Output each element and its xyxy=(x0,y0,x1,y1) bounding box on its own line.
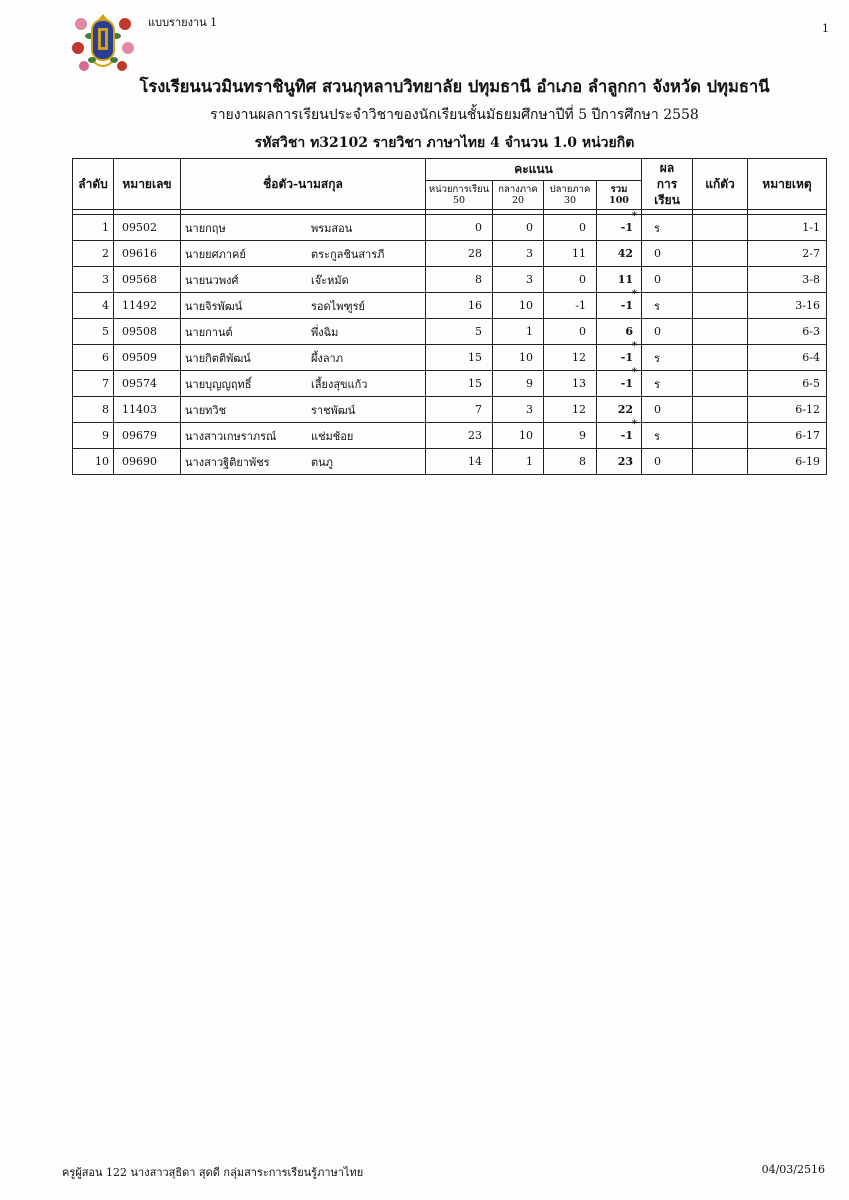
report-date: 04/03/2516 xyxy=(761,1163,825,1176)
cell-unit-score: 14 xyxy=(426,449,493,475)
table-row xyxy=(73,241,827,267)
col-score-header: คะแนน xyxy=(426,159,642,181)
result-header-bottom: การเรียน xyxy=(654,177,680,207)
cell-no: 1 xyxy=(73,215,114,241)
cell-student-id: 09568 xyxy=(114,267,181,293)
col-id-header: หมายเลข xyxy=(114,159,181,210)
cell-mid-score: 10 xyxy=(493,423,544,449)
cell-mid-score: 1 xyxy=(493,319,544,345)
cell-student-id: 09679 xyxy=(114,423,181,449)
cell-mid-score: 0 xyxy=(493,215,544,241)
cell-unit-score: 28 xyxy=(426,241,493,267)
col-name-header: ชื่อตัว-นามสกุล xyxy=(181,159,426,210)
cell-student-id: 09502 xyxy=(114,215,181,241)
cell-final-score: 0 xyxy=(544,267,597,293)
cell-student-id: 11492 xyxy=(114,293,181,319)
cell-unit-score: 7 xyxy=(426,397,493,423)
cell-name xyxy=(181,397,426,423)
first-name: นางสาวฐิติยาพัชร xyxy=(185,455,270,469)
cell-fix xyxy=(693,319,748,345)
final-header-label: ปลายภาค xyxy=(549,184,591,195)
cell-name xyxy=(181,293,426,319)
last-name: รอดไพฑูรย์ xyxy=(311,299,365,313)
cell-no: 3 xyxy=(73,267,114,293)
cell-no: 9 xyxy=(73,423,114,449)
cell-total-score xyxy=(597,241,642,267)
cell-name xyxy=(181,267,426,293)
cell-unit-score: 15 xyxy=(426,371,493,397)
cell-result: 0 xyxy=(642,397,693,423)
first-name: นายทวิช xyxy=(185,403,227,417)
last-name: พึ่งฉิม xyxy=(311,325,339,339)
total-header-label: รวม xyxy=(610,184,628,195)
grades-table xyxy=(72,158,827,475)
cell-student-id: 09574 xyxy=(114,371,181,397)
cell-mid-score: 3 xyxy=(493,241,544,267)
col-remark-header: หมายเหตุ xyxy=(748,159,827,210)
total-value: 6 xyxy=(625,325,633,338)
asterisk-mark: * xyxy=(631,341,637,352)
cell-no: 5 xyxy=(73,319,114,345)
cell-final-score: 0 xyxy=(544,215,597,241)
first-name: นายกานต์ xyxy=(185,325,233,339)
cell-no: 6 xyxy=(73,345,114,371)
cell-final-score: 0 xyxy=(544,319,597,345)
mid-header-label: กลางภาค xyxy=(498,184,538,195)
cell-total-score xyxy=(597,367,642,397)
cell-fix xyxy=(693,397,748,423)
cell-fix xyxy=(693,345,748,371)
table-row xyxy=(73,345,827,371)
first-name: นายจิรพัฒน์ xyxy=(185,299,243,313)
last-name: ราชพัฒน์ xyxy=(311,403,356,417)
cell-fix xyxy=(693,267,748,293)
col-fix-header: แก้ตัว xyxy=(693,159,748,210)
cell-unit-score: 23 xyxy=(426,423,493,449)
cell-remark: 6-4 xyxy=(748,345,827,371)
first-name: นายกฤษ xyxy=(185,221,226,235)
total-value: 42 xyxy=(617,247,633,260)
cell-name xyxy=(181,423,426,449)
last-name: ตนภู xyxy=(311,455,333,469)
cell-student-id: 09508 xyxy=(114,319,181,345)
form-label: แบบรายงาน 1 xyxy=(148,16,218,29)
cell-result: ร xyxy=(642,215,693,241)
cell-result: ร xyxy=(642,423,693,449)
cell-result: ร xyxy=(642,293,693,319)
cell-no: 4 xyxy=(73,293,114,319)
total-value: -1 xyxy=(620,429,633,442)
col-unit-header xyxy=(426,181,493,210)
cell-no: 10 xyxy=(73,449,114,475)
cell-no: 8 xyxy=(73,397,114,423)
cell-remark: 2-7 xyxy=(748,241,827,267)
cell-total-score xyxy=(597,289,642,319)
total-header-max: 100 xyxy=(609,195,629,206)
cell-final-score: 12 xyxy=(544,345,597,371)
cell-final-score: 12 xyxy=(544,397,597,423)
cell-mid-score: 10 xyxy=(493,345,544,371)
col-result-header xyxy=(642,159,693,210)
first-name: นายยศภาคย์ xyxy=(185,247,246,261)
total-value: 11 xyxy=(617,273,633,286)
cell-result: 0 xyxy=(642,241,693,267)
last-name: เลี้ยงสุขแก้ว xyxy=(311,377,368,391)
last-name: ผึ้งลาภ xyxy=(311,351,343,365)
cell-final-score: 13 xyxy=(544,371,597,397)
table-row xyxy=(73,371,827,397)
table-row xyxy=(73,319,827,345)
asterisk-mark: * xyxy=(631,289,637,300)
cell-name xyxy=(181,345,426,371)
first-name: นางสาวเกษราภรณ์ xyxy=(185,429,277,443)
table-row xyxy=(73,267,827,293)
cell-mid-score: 1 xyxy=(493,449,544,475)
cell-remark: 3-8 xyxy=(748,267,827,293)
cell-total-score xyxy=(597,419,642,449)
col-mid-header xyxy=(493,181,544,210)
cell-result: ร xyxy=(642,371,693,397)
cell-student-id: 09690 xyxy=(114,449,181,475)
cell-name xyxy=(181,241,426,267)
report-title: รายงานผลการเรียนประจำวิชาของนักเรียนชั้นมัธยมศึกษาปีที่ 5 ปีการศึกษา 2558 xyxy=(210,107,699,123)
cell-remark: 6-19 xyxy=(748,449,827,475)
cell-student-id: 11403 xyxy=(114,397,181,423)
asterisk-mark: * xyxy=(631,211,637,222)
cell-mid-score: 3 xyxy=(493,267,544,293)
table-row xyxy=(73,449,827,475)
teacher-footer: ครูผู้สอน 122 นางสาวสุธิดา สุดดี กลุ่มสาระการเรียนรู้ภาษาไทย xyxy=(62,1166,364,1179)
mid-header-max: 20 xyxy=(511,195,525,206)
cell-student-id: 09616 xyxy=(114,241,181,267)
cell-name xyxy=(181,215,426,241)
cell-remark: 6-12 xyxy=(748,397,827,423)
result-header-top: ผล xyxy=(659,161,675,175)
cell-fix xyxy=(693,371,748,397)
cell-result: 0 xyxy=(642,267,693,293)
cell-result: 0 xyxy=(642,449,693,475)
cell-final-score: 8 xyxy=(544,449,597,475)
total-value: 23 xyxy=(617,455,633,468)
cell-name xyxy=(181,319,426,345)
cell-final-score: -1 xyxy=(544,293,597,319)
cell-result: ร xyxy=(642,345,693,371)
page-number: 1 xyxy=(822,22,829,35)
total-value: 22 xyxy=(617,403,633,416)
total-value: -1 xyxy=(620,377,633,390)
last-name: ตระกูลชินสารภี xyxy=(311,247,385,261)
cell-fix xyxy=(693,293,748,319)
cell-result: 0 xyxy=(642,319,693,345)
table-row xyxy=(73,215,827,241)
cell-name xyxy=(181,449,426,475)
first-name: นายกิตติพัฒน์ xyxy=(185,351,251,365)
first-name: นายนวพงศ์ xyxy=(185,273,239,287)
cell-student-id: 09509 xyxy=(114,345,181,371)
last-name: เจ๊ะหมัด xyxy=(311,273,349,287)
col-final-header xyxy=(544,181,597,210)
cell-no: 2 xyxy=(73,241,114,267)
last-name: พรมสอน xyxy=(311,221,353,235)
subject-title: รหัสวิชา ท32102 รายวิชา ภาษาไทย 4 จำนวน 1.0 หน่วยกิต xyxy=(254,135,635,151)
cell-unit-score: 8 xyxy=(426,267,493,293)
cell-mid-score: 9 xyxy=(493,371,544,397)
cell-total-score xyxy=(597,211,642,241)
cell-fix xyxy=(693,423,748,449)
cell-unit-score: 0 xyxy=(426,215,493,241)
cell-remark: 6-5 xyxy=(748,371,827,397)
final-header-max: 30 xyxy=(563,195,577,206)
cell-remark: 6-3 xyxy=(748,319,827,345)
cell-fix xyxy=(693,215,748,241)
grades-table-body xyxy=(73,210,827,475)
cell-unit-score: 15 xyxy=(426,345,493,371)
table-row xyxy=(73,397,827,423)
col-total-header xyxy=(597,181,642,210)
table-row xyxy=(73,423,827,449)
cell-final-score: 9 xyxy=(544,423,597,449)
cell-final-score: 11 xyxy=(544,241,597,267)
cell-fix xyxy=(693,449,748,475)
cell-remark: 6-17 xyxy=(748,423,827,449)
cell-mid-score: 3 xyxy=(493,397,544,423)
asterisk-mark: * xyxy=(631,367,637,378)
first-name: นายบุญญฤทธิ์ xyxy=(185,377,252,391)
cell-no: 7 xyxy=(73,371,114,397)
last-name: แช่มช้อย xyxy=(311,429,354,443)
school-title: โรงเรียนนวมินทราชินูทิศ สวนกุหลาบวิทยาลัย ปทุมธานี อำเภอ ลำลูกกา จังหวัด ปทุมธานี xyxy=(139,77,770,96)
cell-unit-score: 16 xyxy=(426,293,493,319)
total-value: -1 xyxy=(620,299,633,312)
total-value: -1 xyxy=(620,221,633,234)
table-row xyxy=(73,293,827,319)
cell-remark: 3-16 xyxy=(748,293,827,319)
total-value: -1 xyxy=(620,351,633,364)
unit-header-max: 50 xyxy=(452,195,466,206)
cell-fix xyxy=(693,241,748,267)
cell-mid-score: 10 xyxy=(493,293,544,319)
school-crest-icon xyxy=(72,10,134,74)
cell-total-score xyxy=(597,449,642,475)
cell-remark: 1-1 xyxy=(748,215,827,241)
col-no-header: ลำดับ xyxy=(73,159,114,210)
cell-unit-score: 5 xyxy=(426,319,493,345)
cell-name xyxy=(181,371,426,397)
unit-header-label: หน่วยการเรียน xyxy=(428,184,490,195)
asterisk-mark: * xyxy=(631,419,637,430)
